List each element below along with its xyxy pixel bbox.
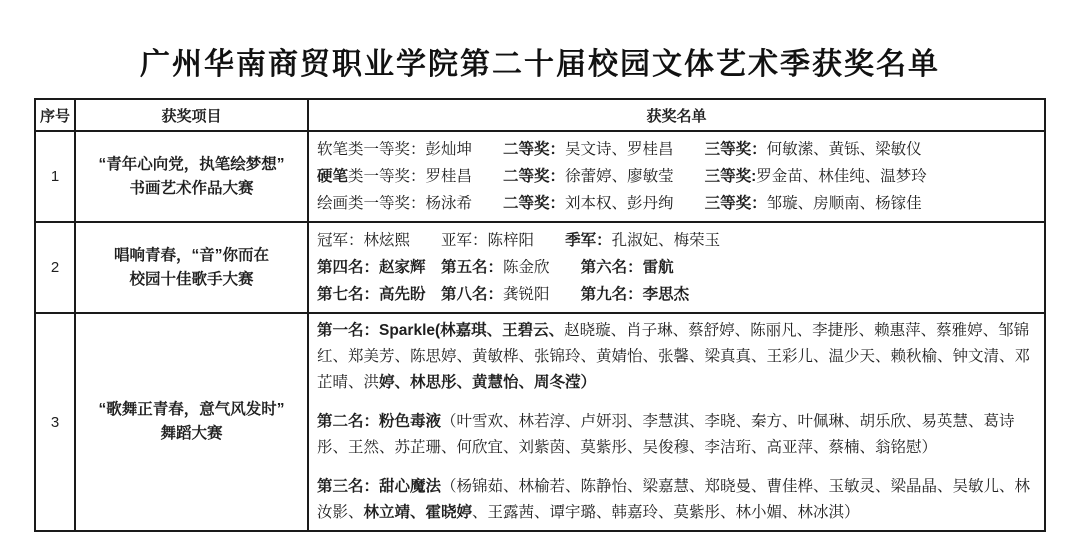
project-name xyxy=(75,313,308,531)
winner-paragraph xyxy=(317,409,1038,461)
winners-list xyxy=(308,131,1045,222)
text-segment: 罗金苗、林佳纯、温梦玲 xyxy=(756,168,927,185)
text-segment: 软笔类一等奖：彭灿坤 xyxy=(317,141,473,158)
text-segment xyxy=(674,195,705,212)
text-segment: 第一名：Sparkle(林嘉琪、王碧云、 xyxy=(317,322,565,339)
text-segment: 第八名： xyxy=(441,286,504,303)
row-number: 2 xyxy=(35,222,75,313)
text-segment xyxy=(550,259,581,276)
text-segment: 二等奖： xyxy=(503,168,566,185)
text-segment: 第七名：高先盼 xyxy=(317,286,426,303)
winner-line xyxy=(317,190,1038,217)
text-segment: 第四名：赵家辉 xyxy=(317,259,426,276)
text-segment xyxy=(550,286,581,303)
text-segment xyxy=(534,232,565,249)
project-line: “青年心向党，执笔绘梦想” xyxy=(98,155,285,173)
text-segment: 第三名：甜心魔法 xyxy=(317,478,442,495)
text-segment xyxy=(472,141,503,158)
header-cell-no: 序号 xyxy=(35,99,75,131)
text-segment xyxy=(426,286,442,303)
text-segment: 龚锐阳 xyxy=(503,286,550,303)
text-segment: 二等奖： xyxy=(503,141,566,158)
award-table xyxy=(34,98,1046,532)
table-header xyxy=(35,99,1045,131)
text-segment: 第九名：李思杰 xyxy=(580,286,690,303)
text-segment: 二等奖： xyxy=(503,195,566,212)
winners-list xyxy=(308,222,1045,313)
project-line: 舞蹈大赛 xyxy=(160,425,223,442)
text-segment: 刘本权、彭丹绚 xyxy=(565,195,674,212)
row-number: 3 xyxy=(35,313,75,531)
table-row xyxy=(35,313,1045,531)
header-cell-project: 获奖项目 xyxy=(75,99,308,131)
row-number: 1 xyxy=(35,131,75,222)
text-segment: 孔淑妃、梅荣玉 xyxy=(611,232,721,249)
text-segment: 邹璇、房顺南、杨镓佳 xyxy=(766,195,922,212)
project-line: 书画艺术作品大赛 xyxy=(129,179,254,197)
text-segment: 类一等奖：罗桂昌 xyxy=(348,168,473,185)
winner-line xyxy=(317,281,1038,308)
text-segment xyxy=(426,259,442,276)
text-segment: 徐蕾婷、廖敏莹 xyxy=(565,168,674,185)
text-segment: 冠军：林炫熙 xyxy=(317,232,411,249)
text-segment: 何敏潆、黄铄、梁敏仪 xyxy=(766,141,922,158)
project-line: “歌舞正青春，意气风发时” xyxy=(98,401,285,418)
text-segment: （叶雪欢、林若淳、卢妍羽、李慧淇、李晓、秦方、叶佩琳、胡乐欣、易英慧、葛诗彤、王然、苏芷珊、何欣宜、刘紫茵、莫紫彤、吴俊穆、李洁珩、高亚萍、蔡楠、翁铭慰） xyxy=(317,413,1015,456)
text-segment: 三等奖： xyxy=(704,195,767,212)
text-segment: 、王露茜、谭宇璐、韩嘉玲、莫紫彤、林小媚、林冰淇） xyxy=(472,504,860,521)
text-segment xyxy=(472,168,503,185)
text-segment xyxy=(674,141,705,158)
page-title: 广州华南商贸职业学院第二十届校园文体艺术季获奖名单 xyxy=(140,48,940,81)
project-name xyxy=(75,222,308,313)
text-segment xyxy=(472,195,503,212)
header-cell-winners: 获奖名单 xyxy=(308,99,1045,131)
text-segment: 林立靖、霍晓婷 xyxy=(363,504,473,521)
table-row xyxy=(35,131,1045,222)
text-segment: 绘画类一等奖：杨泳希 xyxy=(317,195,473,212)
text-segment xyxy=(410,232,441,249)
winner-line xyxy=(317,136,1038,163)
project-name xyxy=(75,131,308,222)
text-segment: 陈金欣 xyxy=(503,259,550,276)
text-segment: 硬笔 xyxy=(317,168,349,185)
winner-paragraph xyxy=(317,474,1038,526)
text-segment: 赵晓璇、肖子琳、蔡舒婷、陈丽凡、李捷彤、赖惠萍、蔡雅婷、邹锦红、郑美芳、陈思婷、黄敏桦、张锦玲、黄婧怡、张馨、梁真真、王彩儿、温少天、赖秋榆、钟文清、邓芷晴、洪 xyxy=(317,322,1031,391)
text-segment: 三等奖： xyxy=(704,141,767,158)
text-segment: 亚军：陈梓阳 xyxy=(441,232,535,249)
winners-list xyxy=(308,313,1045,531)
text-segment xyxy=(674,168,705,185)
text-segment: 吴文诗、罗桂昌 xyxy=(565,141,674,158)
project-line: 唱响青春，“音”你而在 xyxy=(113,246,269,264)
text-segment: 第五名： xyxy=(441,259,504,276)
winner-paragraph xyxy=(317,318,1038,396)
text-segment: 第六名：雷航 xyxy=(580,259,674,276)
table-row xyxy=(35,222,1045,313)
header-row xyxy=(35,99,1045,131)
winner-line xyxy=(317,163,1038,190)
text-segment: （杨锦茹、林榆若、陈静怡、梁嘉慧、郑晓曼、曹佳桦、玉敏灵、梁晶晶、吴敏儿、林汝影、 xyxy=(317,478,1031,521)
text-segment: 婷、林思彤、黄慧怡、周冬滢） xyxy=(379,374,597,391)
winner-line xyxy=(317,254,1038,281)
text-segment: 三等奖: xyxy=(704,168,757,185)
table-body xyxy=(35,131,1045,531)
project-line: 校园十佳歌手大赛 xyxy=(129,270,254,288)
text-segment: 季军： xyxy=(565,232,612,249)
winner-line xyxy=(317,227,1038,254)
text-segment: 第二名：粉色毒液 xyxy=(317,413,442,430)
